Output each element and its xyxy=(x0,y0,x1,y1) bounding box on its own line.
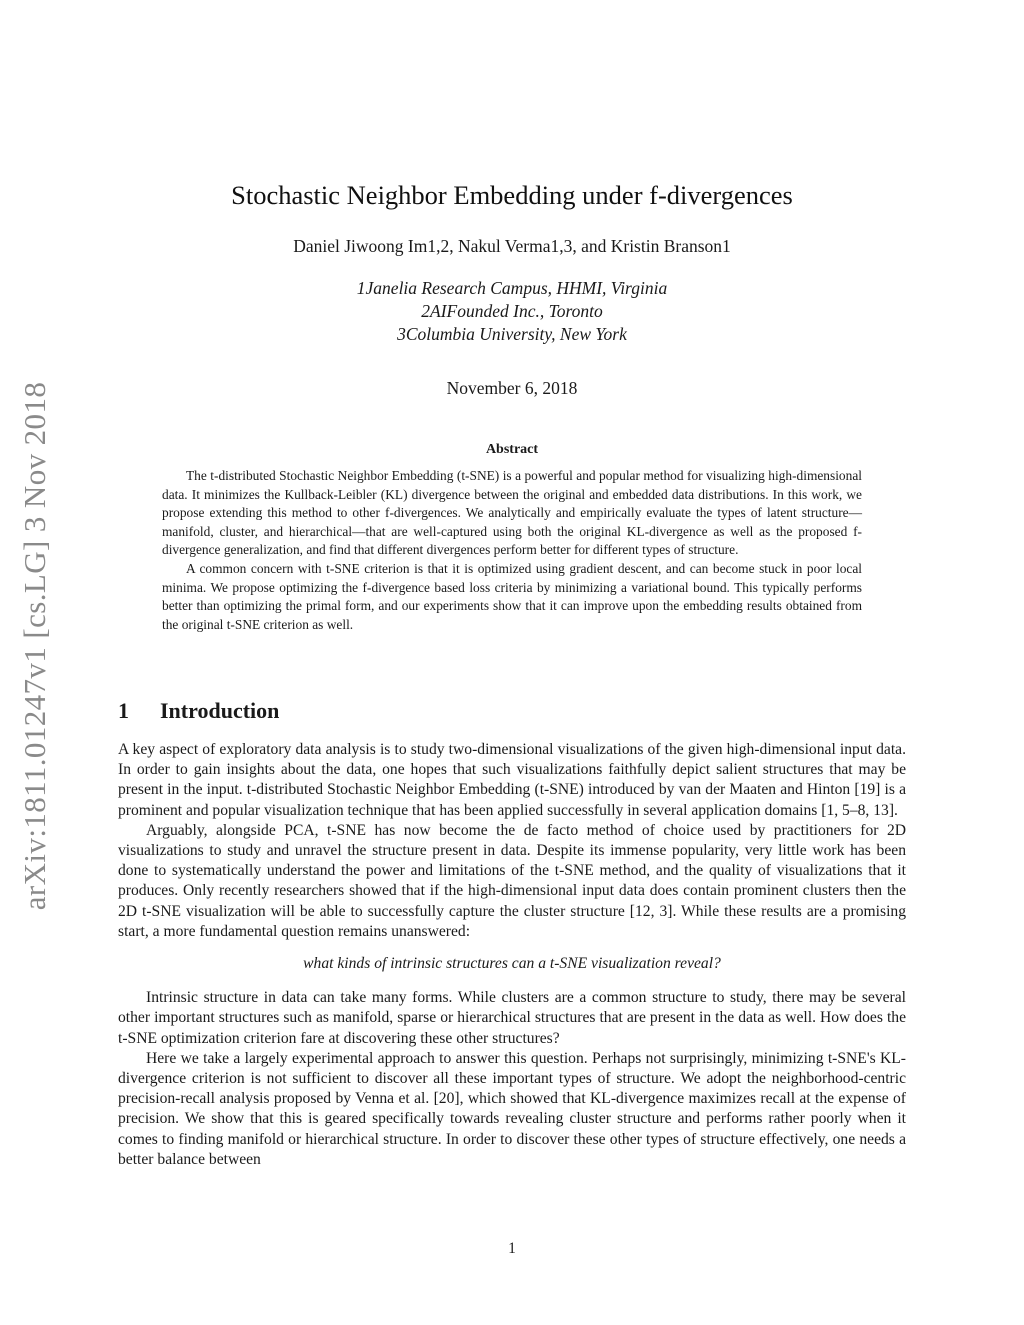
body-text xyxy=(118,740,906,1170)
abstract-paragraph: A common concern with t-SNE criterion is that it is optimized using gradient descent, and can become stuck in poor local minima. We propose optimizing the f-divergence based loss criteria by minimizing a variational bound. This typically performs better than optimizing the primal form, and our experiments show that it can improve upon the embedding results obtained from the original t-SNE criterion as well. xyxy=(162,560,862,632)
body-paragraph: A key aspect of exploratory data analysis is to study two-dimensional visualizations of the given high-dimensional input data. In order to gain insights about the data, one hopes that such visualizations faithfully depict salient structures that may be present in the input. t-distributed Stochastic Neighbor Embedding (t-SNE) introduced by van der Maaten and Hinton [19] is a prominent and popular visualization technique that has been applied successfully in several application domains [1, 5–8, 13]. xyxy=(118,741,906,819)
research-question: what kinds of intrinsic structures can a t-SNE visualization reveal? xyxy=(303,955,721,973)
publication-date: November 6, 2018 xyxy=(446,378,578,398)
affiliation-1: 1Janelia Research Campus, HHMI, Virginia xyxy=(356,278,668,298)
page-number: 1 xyxy=(508,1240,516,1257)
abstract xyxy=(162,467,862,634)
arxiv-identifier: arXiv:1811.01247v1 [cs.LG] 3 Nov 2018 xyxy=(17,381,52,911)
section-number: 1 xyxy=(118,698,129,723)
section-heading xyxy=(118,698,279,724)
section-title: Introduction xyxy=(160,698,280,723)
affiliation-2: 2AIFounded Inc., Toronto xyxy=(421,301,603,321)
body-paragraph: Here we take a largely experimental approach to answer this question. Perhaps not surprisingly, minimizing t-SNE's KL-divergence criterion is not sufficient to discover all these important types of structure. We adopt the neighborhood-centric precision-recall analysis proposed by Venna et al. [20], which showed that KL-divergence maximizes recall at the expense of precision. We show that this is geared specifically towards revealing cluster structure and performs rather poorly when it comes to finding manifold or hierarchical structure. In order to discover these other types of structure effectively, one needs a better balance between xyxy=(118,1049,906,1168)
paper-title: Stochastic Neighbor Embedding under f-divergences xyxy=(231,180,793,210)
affiliation-3: 3Columbia University, New York xyxy=(397,324,627,344)
abstract-paragraph: The t-distributed Stochastic Neighbor Embedding (t-SNE) is a powerful and popular method for visualizing high-dimensional data. It minimizes the Kullback-Leibler (KL) divergence between the original and embedded data distributions. In this work, we propose extending this method to other f-divergences. We analytically and empirically evaluate the types of latent structure—manifold, cluster, and hierarchical—that are well-captured using both the original KL-divergence as well as the proposed f-divergence generalization, and find that different divergences perform better for different types of structure. xyxy=(162,468,862,558)
abstract-heading: Abstract xyxy=(485,442,539,457)
body-paragraph: Intrinsic structure in data can take many forms. While clusters are a common structure to study, there may be several other important structures such as manifold, sparse or hierarchical structures that are present in the data as well. How does the t-SNE optimization criterion fare at discovering these other structures? xyxy=(118,989,906,1047)
body-paragraph: Arguably, alongside PCA, t-SNE has now become the de facto method of choice used by practitioners for 2D visualizations to study and unravel the structure present in data. Despite its immense popularity, very little work has been done to systematically understand the power and limitations of the t-SNE method, and the quality of visualizations that it produces. Only recently researchers showed that if the high-dimensional input data does contain prominent clusters then the 2D t-SNE visualization will be able to successfully capture the cluster structure [12, 3]. While these results are a promising start, a more fundamental question remains unanswered: xyxy=(118,821,906,940)
author-list: Daniel Jiwoong Im1,2, Nakul Verma1,3, and Kristin Branson1 xyxy=(293,236,731,256)
